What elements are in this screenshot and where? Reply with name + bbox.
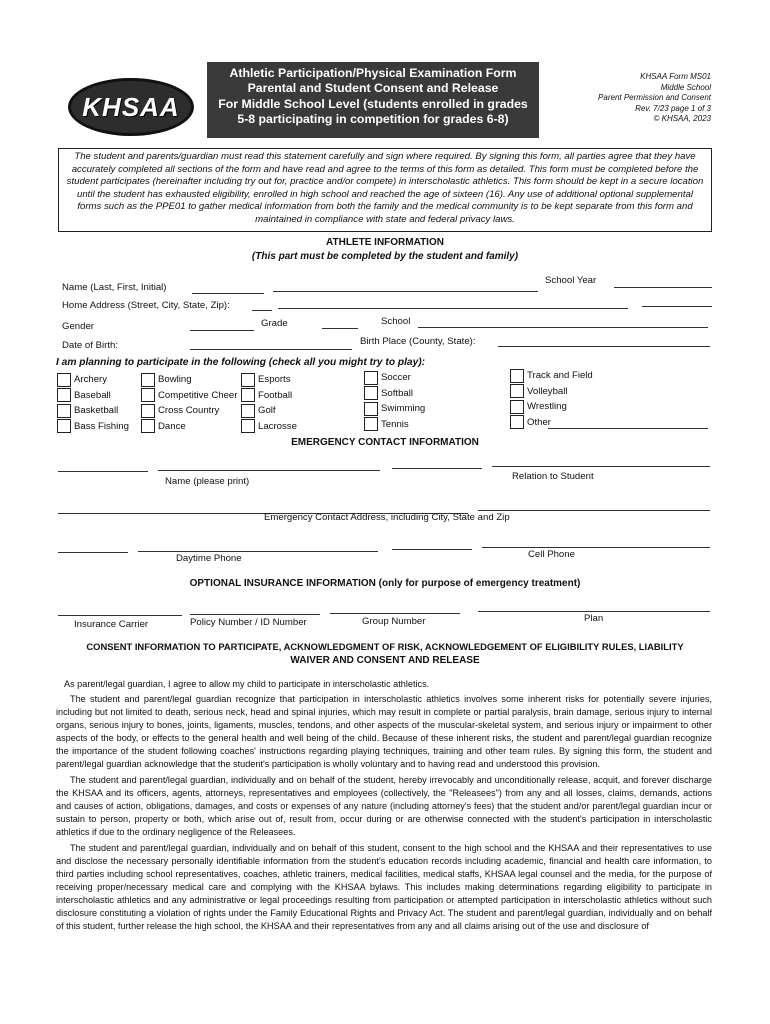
form-reference — [585, 72, 711, 125]
carrier-line[interactable] — [58, 615, 182, 616]
sport-label: Football — [258, 389, 293, 401]
form-title — [207, 62, 539, 138]
sport-label: Track and Field — [527, 370, 593, 382]
checkbox[interactable] — [57, 404, 71, 418]
consent-paragraph: The student and parent/legal guardian recognize that participation in interscholastic athletics involves some inherent risks for potentially severe injuries, including but not limited to death, serious neck, head and spinal injuries, which may result in complete or partial paralysis, brain damage, serious injury to internal organs, serious injury to bones, joints, ligaments, muscles, tendons, and other aspects of the muscular-skeletal system, and serious injury or impairment to other aspects of the body, or effects to the general health and well being of the child. Because of these inherent risks, the student and parent/legal guardian recognize the importance of the student following coaches' instructions regarding playing techniques, training and other team rules. By signing this form, the student and parent/legal guardian acknowledge that the student's participation is wholly voluntary and to having read and understood this provision. — [56, 694, 712, 769]
sport-label: Wrestling — [527, 401, 567, 413]
sports-column-4 — [364, 370, 425, 432]
dob-label: Date of Birth: — [62, 340, 118, 351]
sport-label: Cross Country — [158, 405, 220, 417]
plan-line[interactable] — [478, 611, 710, 612]
insurance-heading: OPTIONAL INSURANCE INFORMATION (only for purpose of emergency treatment) — [189, 578, 581, 589]
checkbox[interactable] — [57, 373, 71, 387]
consent-body — [56, 678, 712, 933]
gender-line[interactable] — [190, 330, 254, 331]
plan-label: Plan — [584, 613, 604, 624]
name-label: Name (Last, First, Initial) — [62, 282, 167, 293]
sport-dance[interactable] — [141, 419, 237, 435]
sport-label: Bowling — [158, 374, 192, 386]
sport-football[interactable] — [241, 388, 297, 404]
form-ref-line: Parent Permission and Consent — [598, 93, 711, 102]
sport-cross-country[interactable] — [141, 403, 237, 419]
sport-bowling[interactable] — [141, 372, 237, 388]
day-phone-label: Daytime Phone — [176, 553, 242, 564]
checkbox[interactable] — [57, 388, 71, 402]
sport-label: Baseball — [74, 389, 111, 401]
sport-label: Volleyball — [527, 385, 568, 397]
checkbox[interactable] — [510, 415, 524, 429]
policy-line[interactable] — [190, 614, 320, 615]
sport-label: Swimming — [381, 403, 426, 415]
birthplace-line[interactable] — [498, 346, 710, 347]
sport-esports[interactable] — [241, 372, 297, 388]
checkbox[interactable] — [364, 386, 378, 400]
checkbox[interactable] — [510, 369, 524, 383]
sports-heading: I am planning to participate in the following (check all you might try to play): — [56, 357, 426, 368]
sport-swimming[interactable] — [364, 401, 425, 417]
checkbox[interactable] — [241, 419, 255, 433]
dob-line[interactable] — [190, 349, 352, 350]
school-line[interactable] — [418, 327, 708, 328]
athlete-info-heading: ATHLETE INFORMATION — [326, 237, 444, 248]
sport-label: Golf — [258, 405, 276, 417]
day-phone-line-2[interactable] — [138, 551, 378, 552]
emergency-address-line-2[interactable] — [478, 510, 710, 511]
address-line-2[interactable] — [278, 308, 628, 309]
checkbox[interactable] — [364, 417, 378, 431]
consent-title-line: WAIVER AND CONSENT AND RELEASE — [290, 655, 480, 666]
checkbox[interactable] — [141, 388, 155, 402]
sport-wrestling[interactable] — [510, 399, 593, 415]
title-line: Parental and Student Consent and Release — [247, 81, 499, 96]
home-address-label: Home Address (Street, City, State, Zip): — [62, 300, 230, 311]
sports-column-1 — [57, 372, 129, 434]
relation-line-2[interactable] — [492, 466, 710, 467]
name-line-2[interactable] — [273, 291, 538, 292]
sport-label: Dance — [158, 420, 186, 432]
carrier-label: Insurance Carrier — [74, 619, 149, 630]
checkbox[interactable] — [364, 402, 378, 416]
form-ref-line: © KHSAA, 2023 — [653, 114, 711, 123]
sport-label: Other — [527, 416, 551, 428]
sports-column-2 — [141, 372, 237, 434]
sport-basketball[interactable] — [57, 403, 129, 419]
checkbox[interactable] — [141, 419, 155, 433]
address-line-3[interactable] — [642, 306, 712, 307]
sport-lacrosse[interactable] — [241, 419, 297, 435]
emergency-heading: EMERGENCY CONTACT INFORMATION — [291, 437, 479, 448]
emergency-name-line-2[interactable] — [158, 470, 380, 471]
sport-label: Tennis — [381, 418, 409, 430]
sport-archery[interactable] — [57, 372, 129, 388]
address-line-1[interactable] — [252, 310, 272, 311]
checkbox[interactable] — [141, 373, 155, 387]
form-ref-line: Middle School — [660, 82, 711, 92]
day-phone-line-1[interactable] — [58, 552, 128, 553]
khsaa-logo — [68, 78, 194, 136]
sport-label: Competitive Cheer — [158, 389, 238, 401]
form-ref-line: Rev. 7/23 page 1 of 3 — [635, 103, 711, 113]
consent-title — [40, 640, 730, 668]
relation-line-1[interactable] — [392, 468, 482, 469]
sport-baseball[interactable] — [57, 388, 129, 404]
sport-label: Soccer — [381, 372, 411, 384]
grade-line[interactable] — [322, 328, 358, 329]
intro-statement: The student and parents/guardian must read this statement carefully and sign where required. By signing this form, all parties agree that they have accurately completed all sections of the form and have read and agree to the terms of this form as detailed. This form must be completed before the student participates (hereinafter including try out for, practice and/or compete) in interscholastic athletics. This form should be kept in a secure location until the student has exhausted eligibility, enrolled in high school and reached the age of sixteen (16). Any use of additional optional supplemental forms such as the PPE01 to gather medical information from both the family and the medical community is to be kept separate from this form and maintained in compliance with state and federal privacy laws. — [58, 148, 712, 232]
name-line-1[interactable] — [192, 293, 264, 294]
school-label: School — [381, 316, 411, 327]
consent-paragraph: The student and parent/legal guardian, individually and on behalf of this student, consent to the high school and the KHSAA and their representatives to use and disclose the necessary personally identifiable information from the student's education records including academic, financial and health care information, to third parties including school representatives, coaches, athletic trainers, medical facilities, medical staffs, KHSAA legal counsel and the media, for the purpose of receiving proper/necessary medical care and complying with the KHSAA bylaws. This includes making determinations regarding eligibility to participate in interscholastic athletics and any administrative or legal proceedings resulting from participation or attempted participation in interscholastic athletics without such disclosure constituting a violation of rights under the Family Educational Rights and Privacy Act. The student and parent/legal guardian, individually and on behalf of this student, further release the high school, the KHSAA and their representatives from any and all claims arising out of the use and disclosure of — [56, 843, 712, 931]
athlete-info-subheading: (This part must be completed by the student and family) — [251, 251, 519, 262]
cell-phone-line-1[interactable] — [392, 549, 472, 550]
cell-phone-label: Cell Phone — [528, 549, 575, 560]
school-year-label: School Year — [545, 275, 597, 286]
sport-label: Softball — [381, 387, 413, 399]
checkbox[interactable] — [510, 384, 524, 398]
sport-bass-fishing[interactable] — [57, 419, 129, 435]
sports-column-5 — [510, 368, 593, 430]
checkbox[interactable] — [510, 400, 524, 414]
checkbox[interactable] — [241, 388, 255, 402]
emergency-name-line-1[interactable] — [58, 471, 148, 472]
group-line[interactable] — [330, 613, 460, 614]
checkbox[interactable] — [364, 371, 378, 385]
title-line: For Middle School Level (students enrolled in grades — [218, 96, 528, 111]
relation-label: Relation to Student — [512, 471, 594, 482]
sport-soccer[interactable] — [364, 370, 425, 386]
group-label: Group Number — [362, 616, 426, 627]
sport-volleyball[interactable] — [510, 384, 593, 400]
birthplace-label: Birth Place (County, State): — [360, 336, 476, 347]
checkbox[interactable] — [241, 373, 255, 387]
sport-track-and-field[interactable] — [510, 368, 593, 384]
logo-text: KHSAA — [82, 91, 180, 122]
gender-label: Gender — [62, 321, 94, 332]
sport-softball[interactable] — [364, 386, 425, 402]
sport-label: Basketball — [74, 405, 119, 417]
policy-label: Policy Number / ID Number — [190, 617, 307, 628]
sport-tennis[interactable] — [364, 417, 425, 433]
emergency-name-label: Name (please print) — [165, 476, 250, 487]
consent-paragraph: The student and parent/legal guardian, individually and on behalf of the student, hereby irrevocably and unconditionally release, acquit, and forever discharge the KHSAA and its officers, agents, attorneys, representatives and employees (collectively, the "Releasees") from any and all losses, claims, demands, actions and causes of action, obligations, damages, and costs or expenses of any nature (including attorney's fees) that the student and/or parent/legal guardian incur or sustain to person, property or both, which arise out of, result from, occur during or are otherwise connected with the student's participation in interscholastic athletics if due to the ordinary negligence of the Releasees. — [56, 775, 712, 837]
title-line: Athletic Participation/Physical Examination Form — [229, 66, 517, 80]
other-sport-line[interactable] — [548, 428, 708, 429]
sport-golf[interactable] — [241, 403, 297, 419]
sport-competitive-cheer[interactable] — [141, 388, 237, 404]
consent-title-line: CONSENT INFORMATION TO PARTICIPATE, ACKNOWLEDGMENT OF RISK, ACKNOWLEDGEMENT OF ELIGIBILITY RULES, LIABILITY — [86, 641, 684, 652]
cell-phone-line-2[interactable] — [482, 547, 710, 548]
sport-label: Bass Fishing — [74, 420, 129, 432]
form-ref-line: KHSAA Form MS01 — [640, 72, 711, 81]
checkbox[interactable] — [141, 404, 155, 418]
grade-label: Grade — [261, 318, 288, 329]
checkbox[interactable] — [241, 404, 255, 418]
sport-label: Lacrosse — [258, 420, 297, 432]
school-year-line[interactable] — [614, 287, 712, 288]
sports-column-3 — [241, 372, 297, 434]
title-line: 5-8 participating in competition for grades 6-8) — [237, 112, 509, 127]
emergency-address-label: Emergency Contact Address, including City, State and Zip — [264, 512, 510, 523]
sport-label: Archery — [74, 374, 108, 386]
checkbox[interactable] — [57, 419, 71, 433]
consent-paragraph: As parent/legal guardian, I agree to allow my child to participate in interscholastic athletics. — [64, 679, 430, 689]
sport-label: Esports — [258, 374, 291, 386]
